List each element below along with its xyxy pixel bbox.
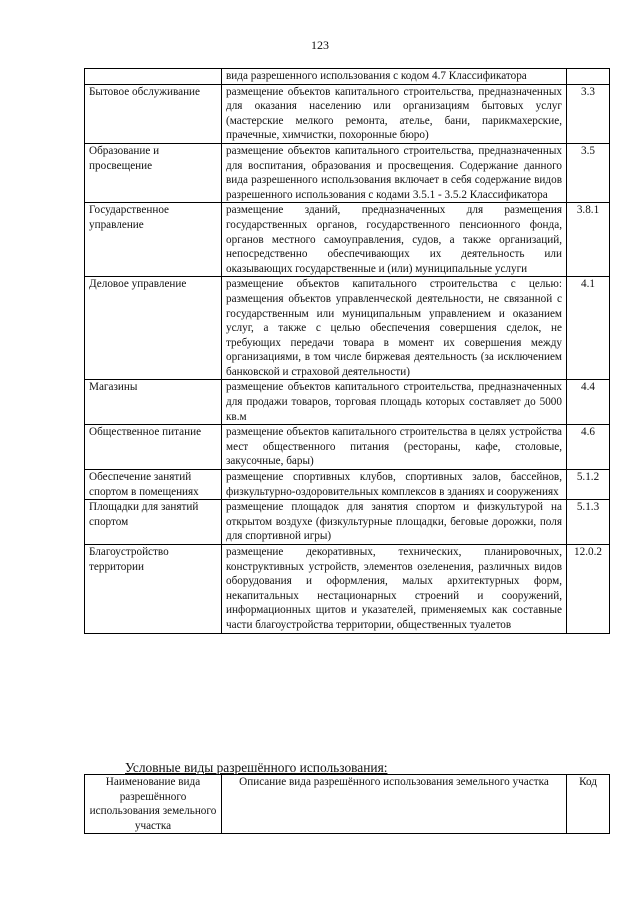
row-code-cell: 5.1.3	[567, 500, 610, 545]
row-description-cell: размещение площадок для занятия спортом и физкультурой на открытом воздухе (физкультурные площадки, беговые дорожки, поля для спортивной игры)	[222, 500, 567, 545]
row-code-cell: 3.8.1	[567, 203, 610, 277]
row-name-cell: Магазины	[85, 380, 222, 425]
row-description-cell: размещение зданий, предназначенных для размещения государственных органов, государственного пенсионного фонда, органов местного самоуправления, судов, а также организаций, непосредственно обеспечивающих их деятельность или оказывающих государственные и (или) муниципальные услуги	[222, 203, 567, 277]
row-description-cell: размещение объектов капитального строительства в целях устройства мест общественного питания (рестораны, кафе, столовые, закусочные, бары)	[222, 425, 567, 470]
table-row	[85, 500, 610, 545]
row-name-cell: Бытовое обслуживание	[85, 84, 222, 143]
table-header-row	[85, 775, 610, 834]
row-description-cell: размещение объектов капитального строительства, предназначенных для продажи товаров, торговая площадь которых составляет до 5000 кв.м	[222, 380, 567, 425]
permitted-use-table	[84, 68, 610, 634]
permitted-use-table-body	[85, 69, 610, 634]
row-name-cell	[85, 69, 222, 85]
table-row	[85, 380, 610, 425]
row-code-cell: 3.5	[567, 143, 610, 202]
page-number: 123	[311, 38, 329, 52]
row-name-cell: Общественное питание	[85, 425, 222, 470]
section-heading: Условные виды разрешённого использования:	[125, 760, 388, 775]
row-description-cell: размещение спортивных клубов, спортивных залов, бассейнов, физкультурно-оздоровительных комплексов в зданиях и сооружениях	[222, 470, 567, 500]
row-description-cell: размещение декоративных, технических, планировочных, конструктивных устройств, элементов озеленения, различных видов оборудования и оформления, малых архитектурных форм, некапитальных нестационарных строений и сооружений, информационных щитов и указателей, применяемых как составные части благоустройства территории, общественных туалетов	[222, 545, 567, 634]
row-code-cell: 4.1	[567, 277, 610, 380]
table-row	[85, 69, 610, 85]
row-code-cell: 4.4	[567, 380, 610, 425]
table-row	[85, 470, 610, 500]
row-name-cell: Площадки для занятий спортом	[85, 500, 222, 545]
row-code-cell: 3.3	[567, 84, 610, 143]
row-code-cell	[567, 69, 610, 85]
row-code-cell: 5.1.2	[567, 470, 610, 500]
column-header-description: Описание вида разрешённого использования земельного участка	[222, 775, 567, 834]
table-row	[85, 277, 610, 380]
row-description-cell: вида разрешенного использования с кодом 4.7 Классификатора	[222, 69, 567, 85]
row-name-cell: Государственное управление	[85, 203, 222, 277]
row-name-cell: Образование и просвещение	[85, 143, 222, 202]
row-code-cell: 4.6	[567, 425, 610, 470]
table-row	[85, 545, 610, 634]
row-name-cell: Обеспечение занятий спортом в помещениях	[85, 470, 222, 500]
row-description-cell: размещение объектов капитального строительства с целью: размещения объектов управленческой деятельности, не связанной с государственным или муниципальным управлением и оказанием услуг, а также с целью обеспечения совершения сделок, не требующих передачи товара в момент их совершения между организациями, в том числе биржевая деятельность (за исключением банковской и страховой деятельности)	[222, 277, 567, 380]
row-name-cell: Благоустройство территории	[85, 545, 222, 634]
row-description-cell: размещение объектов капитального строительства, предназначенных для оказания населению или организациям бытовых услуг (мастерские мелкого ремонта, ателье, бани, парикмахерские, прачечные, химчистки, похоронные бюро)	[222, 84, 567, 143]
conditional-use-table	[84, 774, 610, 834]
column-header-name: Наименование вида разрешённого использования земельного участка	[85, 775, 222, 834]
table-row	[85, 203, 610, 277]
table-row	[85, 143, 610, 202]
row-code-cell: 12.0.2	[567, 545, 610, 634]
row-name-cell: Деловое управление	[85, 277, 222, 380]
table-row	[85, 425, 610, 470]
table-row	[85, 84, 610, 143]
row-description-cell: размещение объектов капитального строительства, предназначенных для воспитания, образования и просвещения. Содержание данного вида разрешенного использования включает в себя содержание видов разрешенного использования с кодами 3.5.1 - 3.5.2 Классификатора	[222, 143, 567, 202]
column-header-code: Код	[567, 775, 610, 834]
